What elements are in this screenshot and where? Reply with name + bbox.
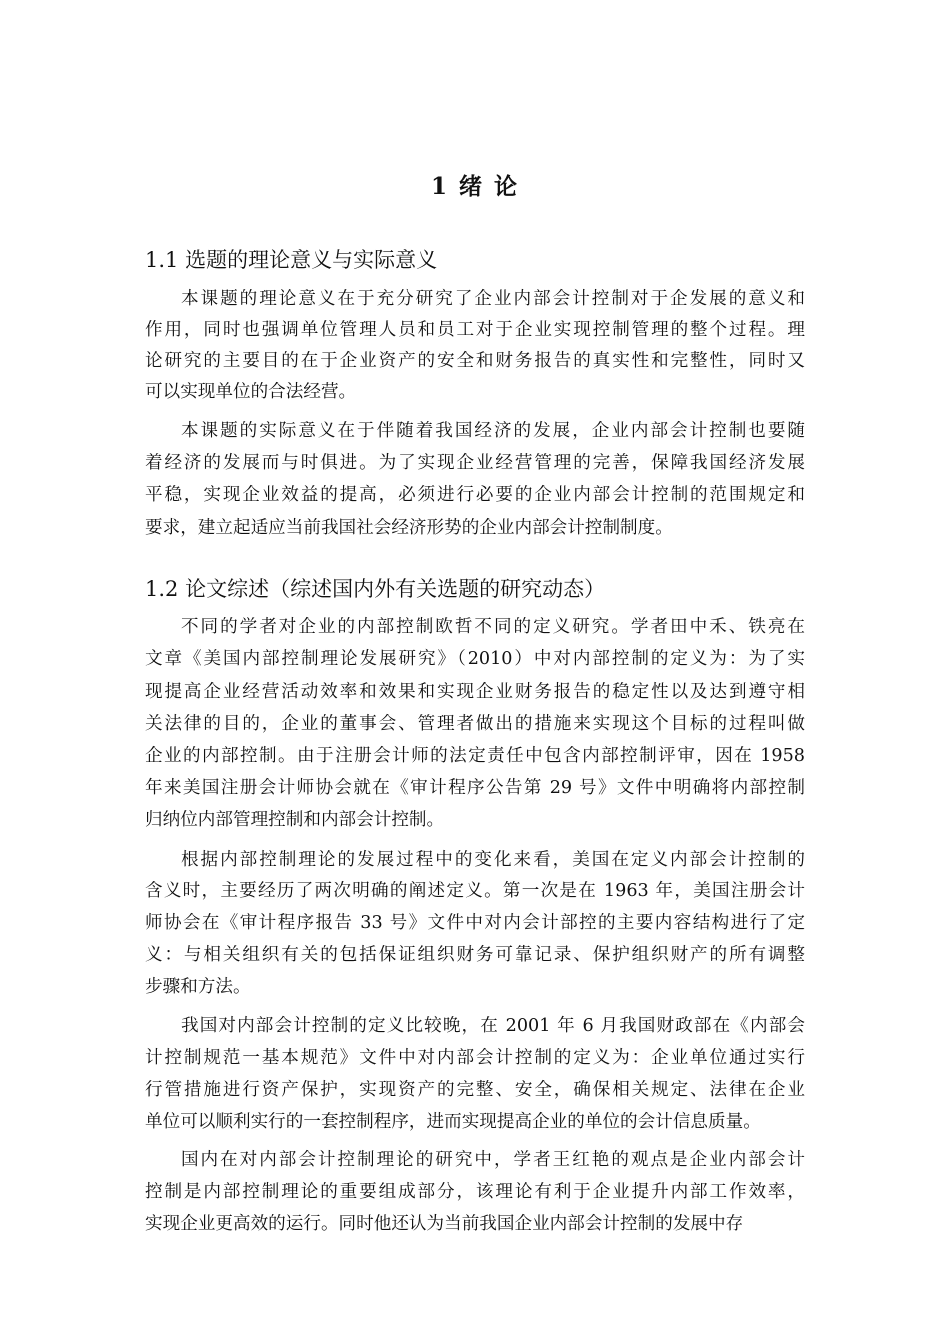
paragraph-line: 计控制规范一基本规范》文件中对内部会计控制的定义为：企业单位通过实行 <box>145 1048 805 1068</box>
paragraph-line: 论研究的主要目的在于企业资产的安全和财务报告的真实性和完整性，同时又 <box>145 351 805 371</box>
paragraph-line: 行管措施进行资产保护，实现资产的完整、安全，确保相关规定、法律在企业 <box>145 1080 805 1100</box>
section-heading-1-1: 1.1 选题的理论意义与实际意义 <box>145 248 438 272</box>
paragraph-line: 含义时，主要经历了两次明确的阐述定义。第一次是在 1963 年，美国注册会计 <box>145 881 805 901</box>
section-heading-1-2: 1.2 论文综述（综述国内外有关选题的研究动态） <box>145 577 606 601</box>
paragraph-line: 义：与相关组织有关的包括保证组织财务可靠记录、保护组织财产的所有调整 <box>145 945 805 965</box>
paragraph-line: 文章《美国内部控制理论发展研究》（2010）中对内部控制的定义为：为了实 <box>145 649 805 669</box>
paragraph-line: 单位可以顺利实行的一套控制程序，进而实现提高企业的单位的会计信息质量。 <box>145 1112 761 1132</box>
paragraph-line: 企业的内部控制。由于注册会计师的法定责任中包含内部控制评审，因在 1958 <box>145 746 805 766</box>
paragraph-line: 要求，建立起适应当前我国社会经济形势的企业内部会计控制制度。 <box>145 518 673 538</box>
paragraph-line: 控制是内部控制理论的重要组成部分，该理论有利于企业提升内部工作效率， <box>145 1182 805 1202</box>
chapter-title: 1 绪 论 <box>430 173 520 200</box>
paragraph-line: 根据内部控制理论的发展过程中的变化来看，美国在定义内部会计控制的 <box>181 850 805 870</box>
paragraph-line: 作用，同时也强调单位管理人员和员工对于企业实现控制管理的整个过程。理 <box>145 320 805 340</box>
paragraph-line: 不同的学者对企业的内部控制欧哲不同的定义研究。学者田中禾、铁亮在 <box>181 617 805 637</box>
paragraph-line: 实现企业更高效的运行。同时他还认为当前我国企业内部会计控制的发展中存 <box>145 1214 744 1234</box>
paragraph-line: 平稳，实现企业效益的提高，必须进行必要的企业内部会计控制的范围规定和 <box>145 485 805 505</box>
paragraph-line: 师协会在《审计程序报告 33 号》文件中对内会计部控的主要内容结构进行了定 <box>145 913 805 933</box>
paragraph-line: 关法律的目的，企业的董事会、管理者做出的措施来实现这个目标的过程叫做 <box>145 714 805 734</box>
paragraph-line: 着经济的发展而与时俱进。为了实现企业经营管理的完善，保障我国经济发展 <box>145 453 805 473</box>
paragraph-line: 归纳位内部管理控制和内部会计控制。 <box>145 810 445 830</box>
paragraph-line: 年来美国注册会计师协会就在《审计程序公告第 29 号》文件中明确将内部控制 <box>145 778 805 798</box>
paragraph-line: 可以实现单位的合法经营。 <box>145 382 357 402</box>
paragraph-line: 本课题的理论意义在于充分研究了企业内部会计控制对于企发展的意义和 <box>181 289 805 309</box>
paragraph-line: 我国对内部会计控制的定义比较晚，在 2001 年 6 月我国财政部在《内部会 <box>181 1016 805 1036</box>
paragraph-line: 步骤和方法。 <box>145 977 251 997</box>
paragraph-line: 本课题的实际意义在于伴随着我国经济的发展，企业内部会计控制也要随 <box>181 421 805 441</box>
paragraph-line: 国内在对内部会计控制理论的研究中，学者王红艳的观点是企业内部会计 <box>181 1150 805 1170</box>
paragraph-line: 现提高企业经营活动效率和效果和实现企业财务报告的稳定性以及达到遵守相 <box>145 682 805 702</box>
